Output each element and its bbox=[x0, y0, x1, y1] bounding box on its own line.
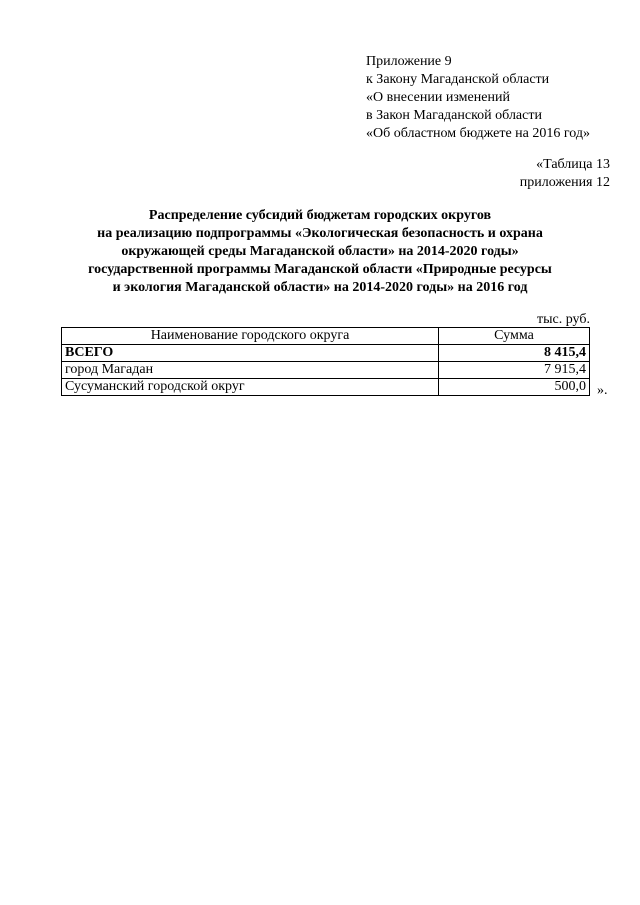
table-reference-line: «Таблица 13 bbox=[536, 157, 610, 172]
table-reference bbox=[520, 156, 610, 192]
title-line: Распределение субсидий бюджетам городских округов bbox=[148, 208, 492, 223]
row-amount: 7 915,4 bbox=[439, 362, 590, 379]
units-label: тыс. руб. bbox=[537, 312, 590, 327]
subsidy-table bbox=[61, 327, 590, 396]
column-header-amount: Сумма bbox=[439, 328, 590, 345]
title-line: государственной программы Магаданской области «Природные ресурсы bbox=[88, 262, 552, 277]
table-header-row bbox=[62, 328, 590, 345]
appendix-line: «О внесении изменений bbox=[366, 90, 510, 105]
table-reference-line: приложения 12 bbox=[519, 175, 610, 190]
row-amount: 500,0 bbox=[439, 379, 590, 396]
closing-quote: ». bbox=[597, 383, 608, 398]
document-title bbox=[50, 207, 590, 297]
appendix-line: Приложение 9 bbox=[366, 54, 452, 69]
row-name: ВСЕГО bbox=[62, 345, 439, 362]
row-name: Сусуманский городской округ bbox=[62, 379, 439, 396]
appendix-line: к Закону Магаданской области bbox=[366, 72, 550, 87]
column-header-name: Наименование городского округа bbox=[62, 328, 439, 345]
table-row-total bbox=[62, 345, 590, 362]
title-line: и экология Магаданской области» на 2014-2020 годы» на 2016 год bbox=[112, 280, 528, 295]
title-line: на реализацию подпрограммы «Экологическая безопасность и охрана bbox=[97, 226, 543, 241]
row-amount: 8 415,4 bbox=[439, 345, 590, 362]
appendix-line: «Об областном бюджете на 2016 год» bbox=[366, 126, 590, 141]
row-name: город Магадан bbox=[62, 362, 439, 379]
appendix-header bbox=[366, 53, 590, 143]
table-row bbox=[62, 379, 590, 396]
table-row bbox=[62, 362, 590, 379]
title-line: окружающей среды Магаданской области» на 2014-2020 годы» bbox=[121, 244, 519, 259]
appendix-line: в Закон Магаданской области bbox=[366, 108, 542, 123]
